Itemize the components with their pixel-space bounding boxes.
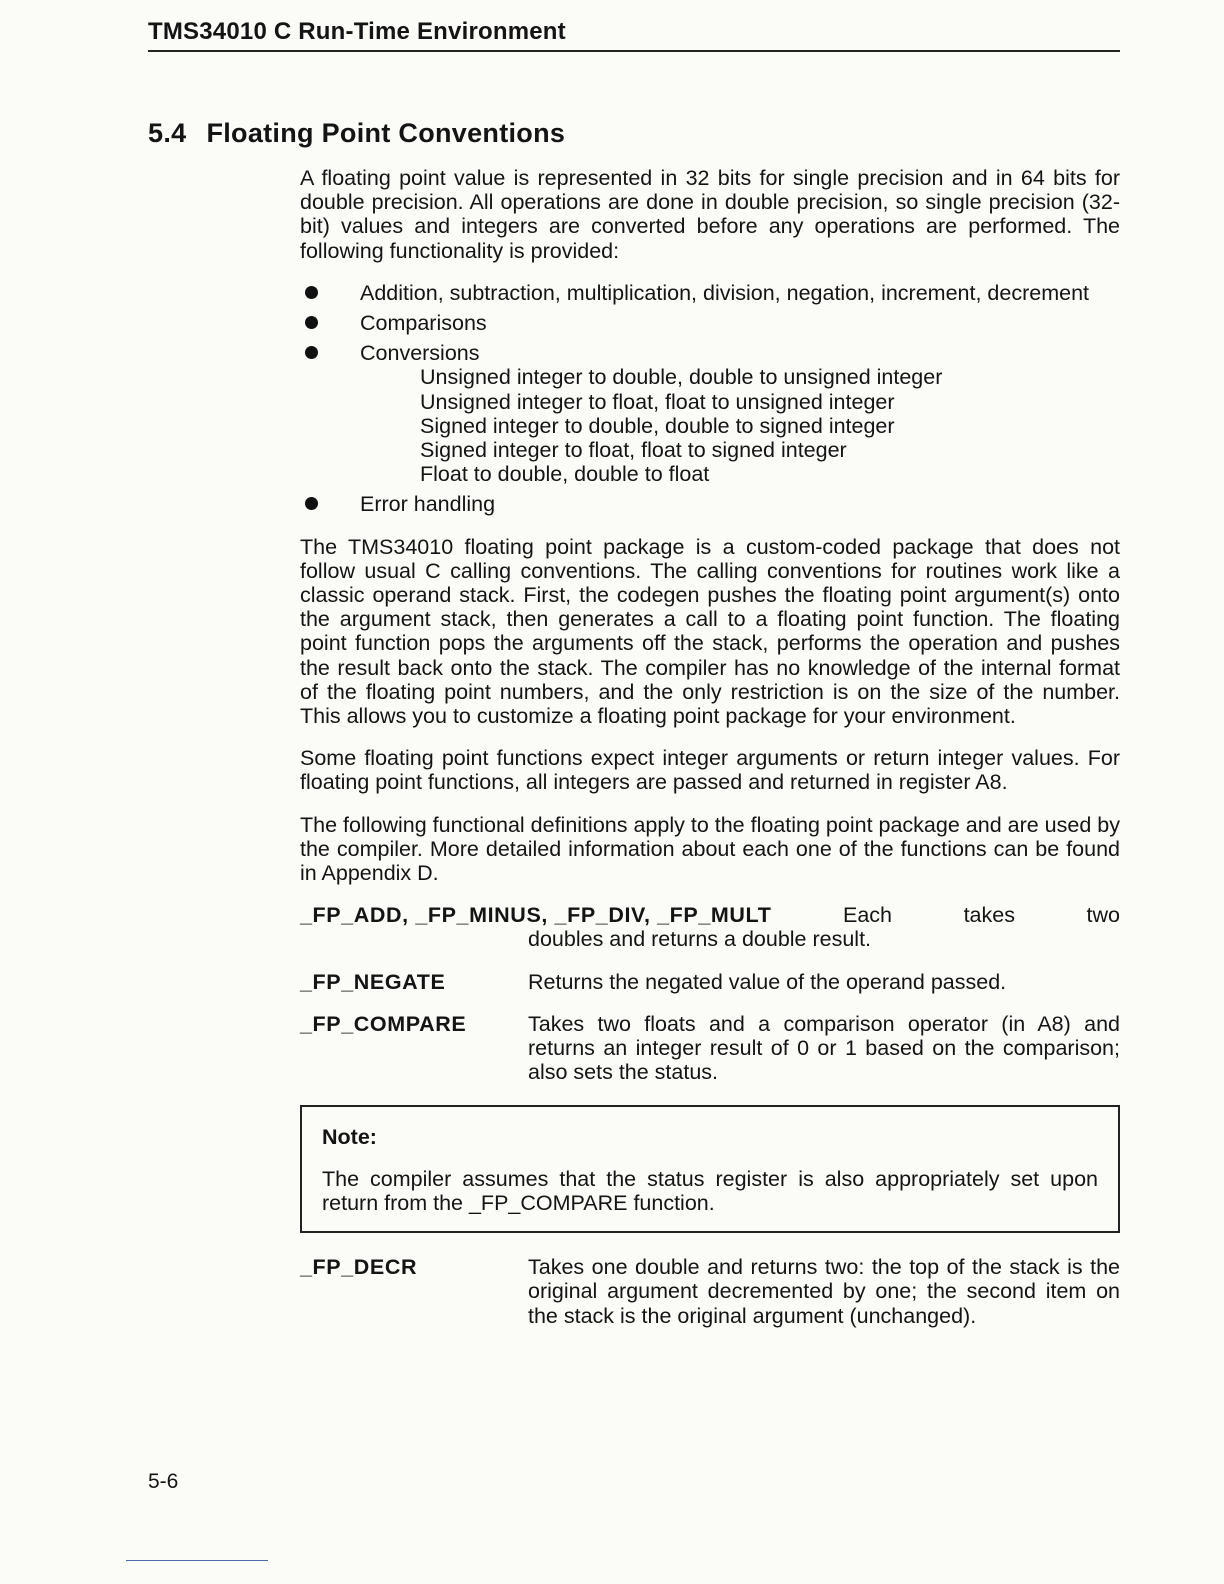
section-title: Floating Point Conventions [206,118,566,148]
page-number: 5-6 [148,1470,179,1493]
bullet-icon [305,497,318,510]
conversion-item: Float to double, double to float [420,462,710,487]
definitions-intro-paragraph: The following functional definitions apply to the floating point package and are used by the compiler. More detailed information about each one of the functions can be found in Appendix D. [300,812,1120,886]
list-item: Addition, subtraction, multiplication, division, negation, increment, decrement [300,281,1120,305]
definition-term: _FP_NEGATE [300,969,446,994]
conversion-item: Signed integer to float, float to signed integer [420,438,847,463]
intro-paragraph: A floating point value is represented in 32 bits for single precision and in 64 bits for double precision. All operations are done in double precision, so single precision (32-bit) values and integers are converted before any operations are performed. The following functionality is provided: [300,166,1120,263]
list-item: Error handling [300,492,1120,516]
calling-convention-paragraph: The TMS34010 floating point package is a custom-coded package that does not follow usual C calling conventions. The calling conventions for routines work like a classic operand stack. First, the codegen pushes the floating point argument(s) onto the argument stack, then generates a call to a floating point function. The floating point function pops the arguments off the stack, performs the operation and pushes the result back onto the stack. The compiler has no knowledge of the internal format of the floating point numbers, and the only restriction is on the size of the number. This allows you to customize a floating point package for your environment. [300,534,1120,729]
definition-description: doubles and returns a double result. [528,927,872,952]
bullet-icon [305,286,318,299]
bullet-icon [305,346,318,359]
note-title: Note: [322,1124,377,1149]
definition-term: _FP_COMPARE [300,1011,467,1036]
definition-description: Takes one double and returns two: the top of the stack is the original argument decremented by one; the second item on the stack is the original argument (unchanged). [528,1255,1120,1328]
list-item: Comparisons [300,311,1120,335]
definition-compare [300,1012,1120,1085]
conversion-item: Unsigned integer to double, double to unsigned integer [420,365,943,390]
bullet-icon [305,316,318,329]
conversion-item: Unsigned integer to float, float to unsigned integer [420,389,895,414]
definition-description: Takes two floats and a comparison operator (in A8) and returns an integer result of 0 or 1 based on the comparison; also sets the status. [528,1011,1120,1085]
definition-decr [300,1255,1120,1328]
definition-description: Returns the negated value of the operand passed. [528,969,1007,994]
body-content [300,166,1120,1346]
note-box [300,1105,1120,1234]
definition-term: _FP_DECR [300,1255,418,1280]
footer-rule [126,1560,268,1561]
feature-list [300,281,1120,517]
conversion-list [420,365,1120,486]
integer-args-paragraph: Some floating point functions expect integer arguments or return integer values. For floating point functions, all integers are passed and returned in register A8. [300,746,1120,795]
definition-arith: _FP_ADD, _FP_MINUS, _FP_DIV, _FP_MULT Each takes two doubles and returns a double result. [300,903,1120,952]
section-heading [148,116,565,150]
running-header: TMS34010 C Run-Time Environment [148,18,1120,52]
conversion-item: Signed integer to double, double to signed integer [420,413,895,438]
definition-negate [300,970,1120,994]
list-item: Conversions Unsigned integer to double, double to unsigned integer Unsigned integer to float, float to unsigned integer Signed integer to double, double to signed integer Signed integer to float, float to signed integer Float to double, double to float [300,341,1120,486]
definition-term: _FP_ADD, _FP_MINUS, _FP_DIV, _FP_MULT [300,903,772,928]
note-text: The compiler assumes that the status register is also appropriately set upon return from the _FP_COMPARE function. [322,1166,1098,1215]
section-number: 5.4 [148,118,187,148]
